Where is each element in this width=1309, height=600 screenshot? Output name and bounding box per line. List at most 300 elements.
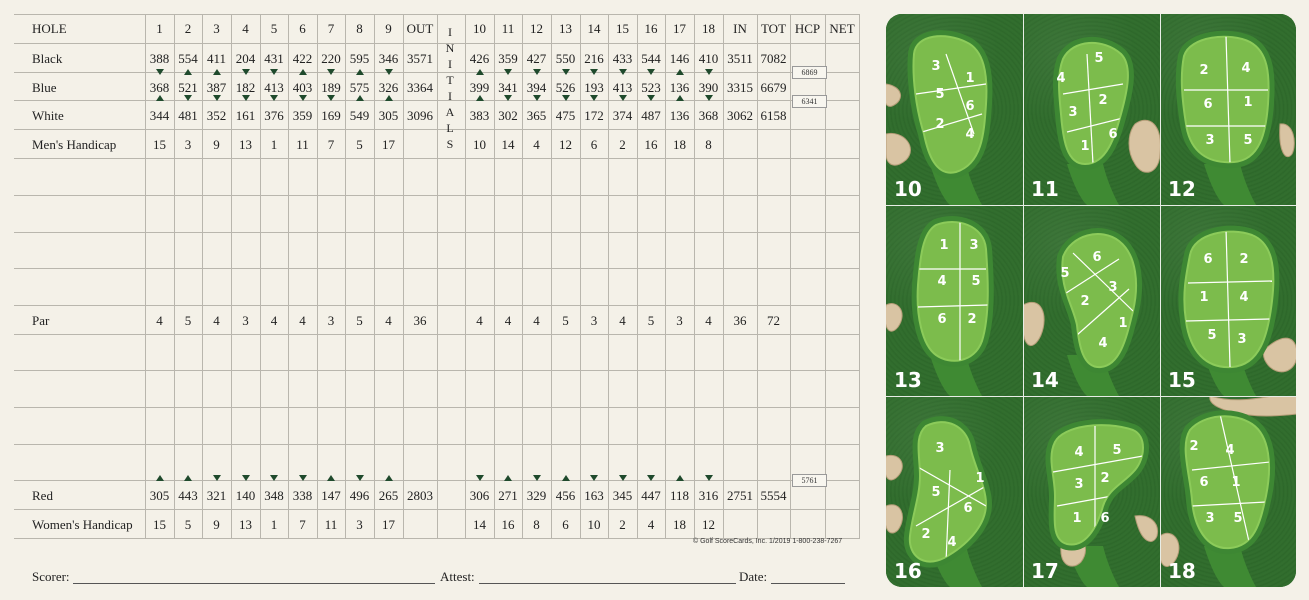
green-diagram-hole-13	[886, 205, 1023, 396]
red-value: 118	[669, 488, 690, 503]
par-in: 36	[733, 313, 747, 328]
mens-handicap-value: 1	[270, 137, 278, 152]
hcp-box-blue-white: 6341	[792, 95, 827, 108]
green-zone-number: 3	[1108, 280, 1118, 295]
white-value: 136	[669, 108, 690, 123]
attest-line[interactable]	[479, 583, 736, 584]
fairway-approach	[1204, 164, 1256, 205]
hcp-box-red: 5761	[792, 474, 827, 487]
green-zone-number: 6	[1203, 252, 1213, 267]
blue-tot: 6679	[760, 80, 787, 95]
mens-handicap-value: 8	[705, 137, 712, 152]
green-zone-number: 5	[1243, 133, 1253, 148]
tee-marker-triangle	[385, 69, 393, 75]
tee-marker-triangle	[647, 475, 655, 481]
tee-marker-triangle	[504, 69, 512, 75]
womens-handicap-value: 13	[239, 517, 252, 532]
sand-bunker	[1023, 302, 1044, 345]
par-value: 4	[619, 313, 626, 328]
tee-marker-triangle	[562, 475, 570, 481]
red-value: 447	[641, 488, 661, 503]
par-value: 4	[270, 313, 278, 328]
red-value: 316	[698, 488, 719, 503]
hole-number: 12	[530, 21, 543, 36]
sand-bunker	[1280, 124, 1295, 157]
mens-handicap-value: 6	[590, 137, 598, 152]
tee-marker-triangle	[619, 69, 627, 75]
green-zone-number: 2	[1100, 471, 1110, 486]
red-value: 147	[321, 488, 341, 503]
par-value: 4	[705, 313, 712, 328]
sand-bunker	[886, 304, 902, 332]
womens-handicap-value: 7	[299, 517, 306, 532]
tee-marker-triangle	[705, 95, 713, 101]
green-hole-number: 15	[1168, 368, 1196, 392]
green-zone-number: 1	[1243, 95, 1253, 110]
blue-value: 413	[612, 80, 633, 95]
white-value: 374	[612, 108, 633, 123]
green-hole-number: 12	[1168, 177, 1196, 201]
green-zone-number: 2	[1239, 252, 1249, 267]
sand-bunker	[886, 455, 902, 480]
blue-value: 523	[641, 80, 661, 95]
date-line[interactable]	[771, 583, 845, 584]
mens-handicap-value: 17	[382, 137, 395, 152]
green-zone-number: 3	[1205, 511, 1215, 526]
blue-in: 3315	[727, 80, 753, 95]
blue-value: 526	[555, 80, 576, 95]
blue-value: 182	[235, 80, 256, 95]
green-zone-number: 4	[965, 127, 975, 142]
tee-marker-triangle	[676, 475, 684, 481]
white-label: White	[32, 108, 64, 123]
mens-handicap-value: 12	[559, 137, 572, 152]
hole-number: 18	[702, 21, 715, 36]
tee-marker-triangle	[590, 475, 598, 481]
green-hole-number: 13	[894, 368, 922, 392]
tee-marker-triangle	[270, 475, 278, 481]
par-value: 4	[476, 313, 483, 328]
in-header: IN	[733, 21, 747, 36]
par-value: 3	[242, 313, 249, 328]
tee-marker-triangle	[242, 475, 250, 481]
black-value: 554	[178, 51, 198, 66]
white-value: 169	[321, 108, 341, 123]
black-value: 146	[669, 51, 690, 66]
tee-marker-triangle	[156, 69, 164, 75]
red-value: 265	[378, 488, 399, 503]
initials-letter: N	[445, 41, 455, 55]
green-zone-number: 4	[937, 274, 947, 289]
green-zone-number: 5	[1207, 328, 1217, 343]
panel-divider	[886, 205, 1296, 206]
initials-column-label	[440, 24, 460, 152]
mens-handicap-value: 14	[501, 137, 515, 152]
green-hole-number: 10	[894, 177, 922, 201]
black-value: 550	[555, 51, 576, 66]
green-diagrams-panel	[886, 14, 1296, 587]
white-value: 376	[264, 108, 284, 123]
tee-marker-triangle	[476, 475, 484, 481]
green-diagram-hole-12	[1160, 14, 1296, 205]
black-value: 427	[526, 51, 547, 66]
black-value: 433	[612, 51, 633, 66]
womens-handicap-value: 8	[533, 517, 540, 532]
par-value: 4	[299, 313, 306, 328]
red-value: 321	[206, 488, 227, 503]
hcp-box-black-blue: 6869	[792, 66, 827, 79]
hole-number: 11	[501, 21, 515, 36]
green-hole-number: 11	[1031, 177, 1059, 201]
out-header: OUT	[406, 21, 434, 36]
hole-number: 8	[356, 21, 363, 36]
red-value: 496	[349, 488, 370, 503]
mens-handicap-value: 16	[644, 137, 658, 152]
tee-marker-triangle	[619, 95, 627, 101]
par-value: 4	[213, 313, 220, 328]
tee-marker-triangle	[184, 475, 192, 481]
panel-divider	[1023, 14, 1024, 587]
green-zone-number: 4	[1074, 445, 1084, 460]
white-in: 3062	[727, 108, 753, 123]
mens-handicap-value: 7	[327, 137, 335, 152]
tee-marker-triangle	[647, 69, 655, 75]
green-zone-number: 6	[1100, 511, 1110, 526]
womens-handicap-value: 1	[270, 517, 278, 532]
blue-label: Blue	[32, 80, 57, 95]
blue-value: 394	[526, 80, 547, 95]
blue-value: 387	[206, 80, 227, 95]
green-zone-number: 6	[1108, 127, 1118, 142]
black-value: 431	[264, 51, 284, 66]
tee-marker-triangle	[385, 475, 393, 481]
tee-marker-triangle	[356, 95, 364, 101]
black-value: 216	[584, 51, 604, 66]
womens-handicap-value: 14	[473, 517, 486, 532]
hole-number: 13	[559, 21, 572, 36]
red-value: 348	[264, 488, 284, 503]
tee-marker-triangle	[299, 69, 307, 75]
red-value: 271	[498, 488, 518, 503]
red-value: 338	[292, 488, 313, 503]
initials-letter: L	[446, 121, 454, 135]
initials-letter: I	[448, 25, 452, 39]
tee-marker-triangle	[156, 95, 164, 101]
green-zone-number: 2	[921, 527, 931, 542]
black-value: 595	[349, 51, 370, 66]
tee-marker-triangle	[270, 69, 278, 75]
green-zone-number: 4	[1056, 71, 1066, 86]
green-zone-number: 2	[1098, 93, 1108, 108]
white-tot: 6158	[760, 108, 787, 123]
par-value: 4	[385, 313, 392, 328]
womens-handicap-value: 18	[673, 517, 686, 532]
tee-marker-triangle	[213, 69, 221, 75]
green-diagram-hole-17	[1023, 396, 1160, 587]
womens-handicap-value: 6	[562, 517, 569, 532]
womens-handicap-value: 16	[501, 517, 515, 532]
tee-marker-triangle	[676, 95, 684, 101]
green-hole-number: 17	[1031, 559, 1059, 583]
blue-value: 521	[178, 80, 198, 95]
green-zone-number: 3	[931, 59, 941, 74]
black-value: 204	[235, 51, 256, 66]
black-value: 422	[292, 51, 313, 66]
green-zone-number: 6	[965, 99, 975, 114]
black-value: 346	[378, 51, 399, 66]
womens-handicap-value: 17	[382, 517, 395, 532]
tee-marker-triangle	[299, 95, 307, 101]
tee-marker-triangle	[327, 475, 335, 481]
tee-marker-triangle	[242, 69, 250, 75]
green-zone-number: 5	[971, 274, 981, 289]
tee-marker-triangle	[647, 95, 655, 101]
par-out: 36	[413, 313, 427, 328]
mens-handicap-value: 11	[296, 137, 309, 152]
green-zone-number: 1	[975, 471, 985, 486]
blue-value: 390	[698, 80, 719, 95]
hole-number: 6	[299, 21, 306, 36]
par-value: 3	[590, 313, 598, 328]
initials-letter: T	[446, 73, 454, 87]
womens-handicap-value: 9	[213, 517, 220, 532]
initials-letter: I	[448, 89, 452, 103]
womens-handicap-value: 15	[153, 517, 166, 532]
red-value: 329	[526, 488, 547, 503]
green-zone-number: 1	[939, 238, 949, 253]
green-hole-number: 14	[1031, 368, 1059, 392]
tee-marker-triangle	[533, 69, 541, 75]
hole-header: HOLE	[32, 21, 67, 36]
black-value: 220	[321, 51, 341, 66]
green-diagram-hole-14	[1023, 205, 1160, 396]
grid-column-line	[825, 14, 826, 538]
green-zone-number: 3	[969, 238, 979, 253]
white-value: 344	[149, 108, 170, 123]
scorer-label: Scorer:	[32, 569, 70, 584]
par-label: Par	[32, 313, 50, 328]
tee-marker-triangle	[213, 95, 221, 101]
mens-handicap-value: 5	[356, 137, 363, 152]
mens-handicap-value: 3	[184, 137, 192, 152]
green-zone-number: 2	[1189, 439, 1199, 454]
blue-value: 193	[584, 80, 604, 95]
green-zone-number: 2	[1199, 63, 1209, 78]
red-value: 456	[555, 488, 576, 503]
hole-number: 14	[587, 21, 601, 36]
green-zone-number: 5	[1094, 51, 1104, 66]
blue-value: 189	[321, 80, 341, 95]
white-value: 487	[641, 108, 661, 123]
blue-value: 575	[349, 80, 370, 95]
sand-bunker	[1135, 516, 1157, 542]
white-value: 352	[206, 108, 227, 123]
green-zone-number: 1	[965, 71, 975, 86]
panel-divider	[886, 396, 1296, 397]
white-value: 359	[292, 108, 313, 123]
tee-marker-triangle	[705, 475, 713, 481]
mens-handicap-value: 2	[619, 137, 626, 152]
green-zone-number: 3	[1237, 332, 1247, 347]
hole-number: 15	[616, 21, 629, 36]
white-value: 549	[349, 108, 370, 123]
white-value: 172	[584, 108, 604, 123]
par-tot: 72	[767, 313, 780, 328]
white-value: 365	[526, 108, 547, 123]
initials-letter: S	[446, 137, 454, 151]
tee-marker-triangle	[562, 95, 570, 101]
white-value: 161	[235, 108, 256, 123]
green-zone-number: 6	[963, 501, 973, 516]
green-zone-number: 6	[1203, 97, 1213, 112]
green-zone-number: 4	[1239, 290, 1249, 305]
tee-marker-triangle	[504, 475, 512, 481]
green-diagram-hole-15	[1160, 205, 1296, 396]
womens-handicap-label: Women's Handicap	[32, 517, 133, 532]
black-out: 3571	[407, 51, 433, 66]
tee-marker-triangle	[327, 69, 335, 75]
green-diagram-hole-10	[886, 14, 1023, 205]
white-value: 302	[498, 108, 518, 123]
mens-handicap-label: Men's Handicap	[32, 137, 117, 152]
green-zone-number: 6	[1199, 475, 1209, 490]
blue-value: 136	[669, 80, 690, 95]
hole-number: 5	[270, 21, 278, 36]
blue-value: 341	[498, 80, 518, 95]
tee-marker-triangle	[705, 69, 713, 75]
black-value: 411	[206, 51, 227, 66]
red-value: 443	[178, 488, 198, 503]
green-zone-number: 1	[1118, 316, 1128, 331]
attest-label: Attest:	[440, 569, 475, 584]
green-zone-number: 3	[935, 441, 945, 456]
red-out: 2803	[407, 488, 433, 503]
green-zone-number: 3	[1205, 133, 1215, 148]
green-zone-number: 2	[935, 117, 945, 132]
copyright-text: © Golf ScoreCards, Inc. 1/2019 1-800-238-7267	[693, 538, 843, 545]
tee-marker-triangle	[184, 95, 192, 101]
hole-number: 7	[327, 21, 335, 36]
tee-marker-triangle	[590, 95, 598, 101]
par-value: 5	[184, 313, 192, 328]
black-tot: 7082	[760, 51, 787, 66]
par-value: 4	[156, 313, 163, 328]
green-zone-number: 4	[1225, 443, 1235, 458]
green-zone-number: 5	[1112, 443, 1122, 458]
womens-handicap-value: 11	[324, 517, 338, 532]
tee-marker-triangle	[504, 95, 512, 101]
green-zone-number: 6	[1092, 250, 1102, 265]
green-zone-number: 5	[1060, 266, 1070, 281]
green-hole-number: 16	[894, 559, 922, 583]
sand-bunker	[1129, 120, 1160, 172]
hole-number: 4	[242, 21, 249, 36]
par-value: 5	[647, 313, 655, 328]
grid-column-line	[859, 14, 860, 538]
hole-number: 9	[385, 21, 392, 36]
green-zone-number: 1	[1072, 511, 1082, 526]
tee-marker-triangle	[476, 95, 484, 101]
blue-out: 3364	[407, 80, 433, 95]
tee-marker-triangle	[385, 95, 393, 101]
sand-bunker	[886, 133, 910, 165]
tee-marker-triangle	[562, 69, 570, 75]
black-value: 426	[469, 51, 490, 66]
green-zone-number: 5	[935, 87, 945, 102]
red-value: 140	[235, 488, 256, 503]
green-zone-number: 3	[1074, 477, 1084, 492]
red-value: 305	[149, 488, 170, 503]
black-value: 388	[149, 51, 170, 66]
initials-letter: I	[448, 57, 452, 71]
mens-handicap-value: 13	[239, 137, 252, 152]
score-grid	[14, 14, 860, 539]
green-zone-number: 2	[1080, 294, 1090, 309]
panel-divider	[1160, 14, 1161, 587]
tee-marker-triangle	[184, 69, 192, 75]
green-hole-number: 18	[1168, 559, 1196, 583]
hole-number: 16	[644, 21, 658, 36]
net-header: NET	[829, 21, 855, 36]
white-value: 481	[178, 108, 198, 123]
tot-header: TOT	[760, 21, 787, 36]
tee-marker-triangle	[156, 475, 164, 481]
womens-handicap-value: 4	[647, 517, 655, 532]
green-zone-number: 5	[931, 485, 941, 500]
green-zone-number: 5	[1233, 511, 1243, 526]
blue-value: 326	[378, 80, 399, 95]
blue-value: 399	[469, 80, 490, 95]
white-out: 3096	[407, 108, 433, 123]
par-value: 5	[562, 313, 569, 328]
tee-marker-triangle	[533, 475, 541, 481]
putting-green	[1182, 37, 1269, 162]
par-value: 3	[676, 313, 683, 328]
black-value: 544	[641, 51, 661, 66]
black-value: 359	[498, 51, 518, 66]
date-label: Date:	[739, 569, 768, 584]
white-value: 305	[378, 108, 399, 123]
tee-marker-triangle	[533, 95, 541, 101]
putting-green	[1059, 43, 1128, 164]
black-label: Black	[32, 51, 63, 66]
hole-number: 10	[473, 21, 486, 36]
blue-value: 368	[149, 80, 170, 95]
red-value: 163	[584, 488, 604, 503]
white-value: 383	[469, 108, 490, 123]
par-value: 5	[356, 313, 363, 328]
tee-marker-triangle	[590, 69, 598, 75]
par-value: 4	[504, 313, 512, 328]
white-value: 475	[555, 108, 576, 123]
sand-bunker	[886, 84, 901, 106]
hole-number: 17	[673, 21, 686, 36]
initials-letter: A	[445, 105, 455, 119]
green-zone-number: 4	[1241, 61, 1251, 76]
green-zone-number: 4	[1098, 336, 1108, 351]
womens-handicap-value: 2	[619, 517, 626, 532]
sand-bunker	[886, 505, 902, 533]
black-in: 3511	[727, 51, 753, 66]
womens-handicap-value: 3	[356, 517, 363, 532]
mens-handicap-value: 15	[153, 137, 166, 152]
womens-handicap-value: 12	[702, 517, 715, 532]
scorer-line[interactable]	[73, 583, 435, 584]
mens-handicap-value: 4	[533, 137, 540, 152]
green-zone-number: 4	[947, 535, 957, 550]
tee-marker-triangle	[356, 69, 364, 75]
tee-marker-triangle	[213, 475, 221, 481]
